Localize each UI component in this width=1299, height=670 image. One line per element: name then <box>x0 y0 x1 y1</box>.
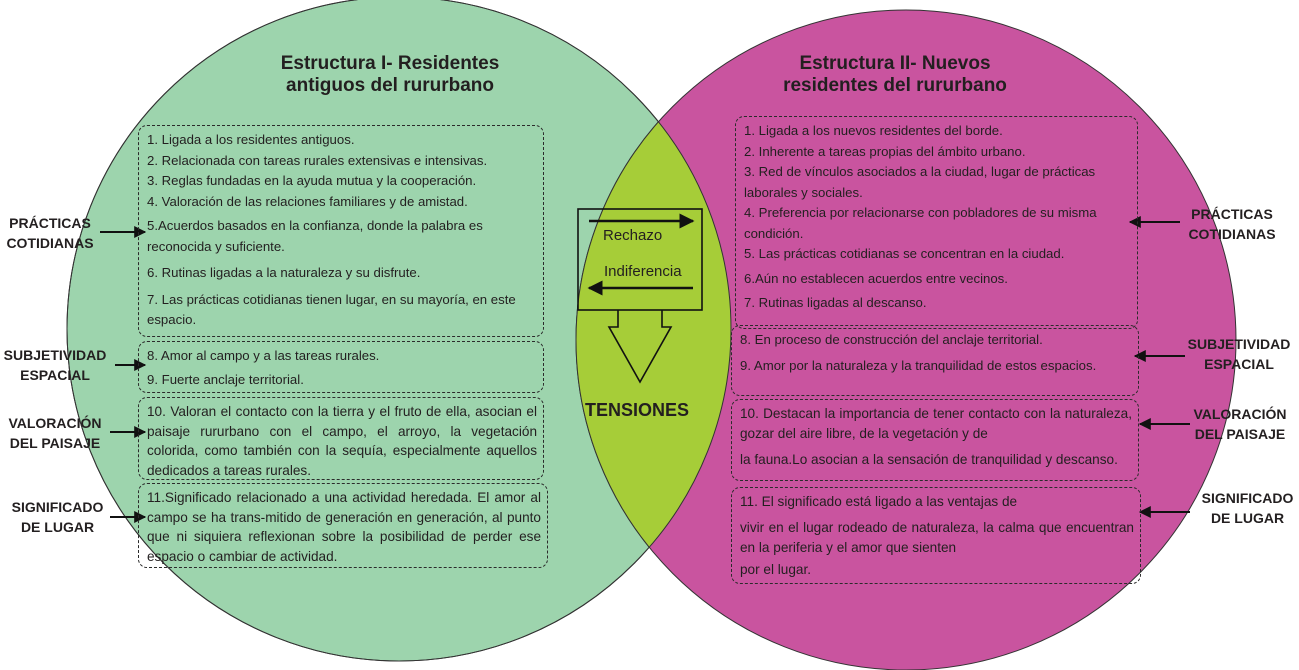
list-item: vivir en el lugar rodeado de naturaleza, la calma que encuentran en la periferia y el amor que sienten <box>740 520 1134 555</box>
list-item: 5. Las prácticas cotidianas se concentran en la ciudad. <box>744 246 1065 261</box>
list-item: 9. Amor por la naturaleza y la tranquilidad de estos espacios. <box>740 358 1097 373</box>
label-left-practicas: PRÁCTICAS COTIDIANAS <box>6 215 94 251</box>
list-item: 4. Preferencia por relacionarse con pobladores de su misma condición. <box>744 205 1097 241</box>
list-item: 11.Significado relacionado a una actividad heredada. El amor al campo se ha trans-mitido de generación en generación, al punto que ni siquiera reflexionan sobre la posibilidad de perder ese espacio o cambiar de actividad. <box>147 490 541 564</box>
list-item: la fauna.Lo asocian a la sensación de tranquilidad y descanso. <box>740 452 1118 467</box>
list-item: 1. Ligada a los residentes antiguos. <box>147 132 355 147</box>
right-practicas-box <box>735 116 1138 329</box>
list-item: 11. El significado está ligado a las ventajas de <box>740 494 1018 509</box>
right-valoracion-box <box>731 399 1139 481</box>
list-item: 1. Ligada a los nuevos residentes del borde. <box>744 123 1003 138</box>
list-item: 3. Reglas fundadas en la ayuda mutua y la cooperación. <box>147 173 477 188</box>
list-item: 10. Destacan la importancia de tener contacto con la naturaleza, gozar del aire libre, de la vegetación y de <box>740 406 1132 441</box>
label-right-valoracion: VALORACIÓN DEL PAISAJE <box>1193 406 1287 442</box>
right-subjetividad-box <box>731 325 1139 396</box>
list-item: 8. En proceso de construcción del anclaje territorial. <box>740 332 1043 347</box>
left-title: Estructura I- Residentes antiguos del rururbano <box>280 53 500 96</box>
left-valoracion-box <box>138 397 544 480</box>
indiferencia-label: Indiferencia <box>604 263 682 280</box>
list-item: por el lugar. <box>740 562 812 577</box>
label-left-valoracion: VALORACIÓN DEL PAISAJE <box>8 415 102 451</box>
label-right-subjetividad: SUBJETIVIDAD ESPACIAL <box>1187 336 1291 372</box>
list-item: 8. Amor al campo y a las tareas rurales. <box>147 348 380 363</box>
list-item: 5.Acuerdos basados en la confianza, donde la palabra es reconocida y suficiente. <box>147 218 483 254</box>
label-right-significado: SIGNIFICADO DE LUGAR <box>1201 490 1294 526</box>
label-right-practicas: PRÁCTICAS COTIDIANAS <box>1188 206 1276 242</box>
list-item: 10. Valoran el contacto con la tierra y el fruto de ella, asocian el paisaje rururbano con el campo, el arroyo, la vegetación colorida, como también con la sequía, especialmente aquellos dedicados a tareas rurales. <box>147 404 537 478</box>
list-item: 9. Fuerte anclaje territorial. <box>147 372 304 387</box>
list-item: 7. Las prácticas cotidianas tienen lugar, en su mayoría, en este espacio. <box>147 291 516 327</box>
rechazo-label: Rechazo <box>603 227 663 244</box>
list-item: 6.Aún no establecen acuerdos entre vecinos. <box>744 270 1008 286</box>
list-item: 6. Rutinas ligadas a la naturaleza y su disfrute. <box>147 265 421 280</box>
list-item: 2. Relacionada con tareas rurales extensivas e intensivas. <box>147 152 488 168</box>
tensiones-label: TENSIONES <box>585 400 690 420</box>
list-item: 7. Rutinas ligadas al descanso. <box>744 295 927 310</box>
left-significado-box <box>138 483 548 568</box>
list-item: 2. Inherente a tareas propias del ámbito urbano. <box>744 143 1026 159</box>
label-left-subjetividad: SUBJETIVIDAD ESPACIAL <box>3 347 107 383</box>
left-practicas-box <box>138 125 544 337</box>
right-title: Estructura II- Nuevos residentes del rururbano <box>783 53 1007 96</box>
right-significado-box <box>731 487 1141 584</box>
list-item: 4. Valoración de las relaciones familiares y de amistad. <box>147 193 468 209</box>
list-item: 3. Red de vínculos asociados a la ciudad, lugar de prácticas laborales y sociales. <box>744 164 1096 200</box>
label-left-significado: SIGNIFICADO DE LUGAR <box>11 499 104 535</box>
left-subjetividad-box <box>138 341 544 393</box>
